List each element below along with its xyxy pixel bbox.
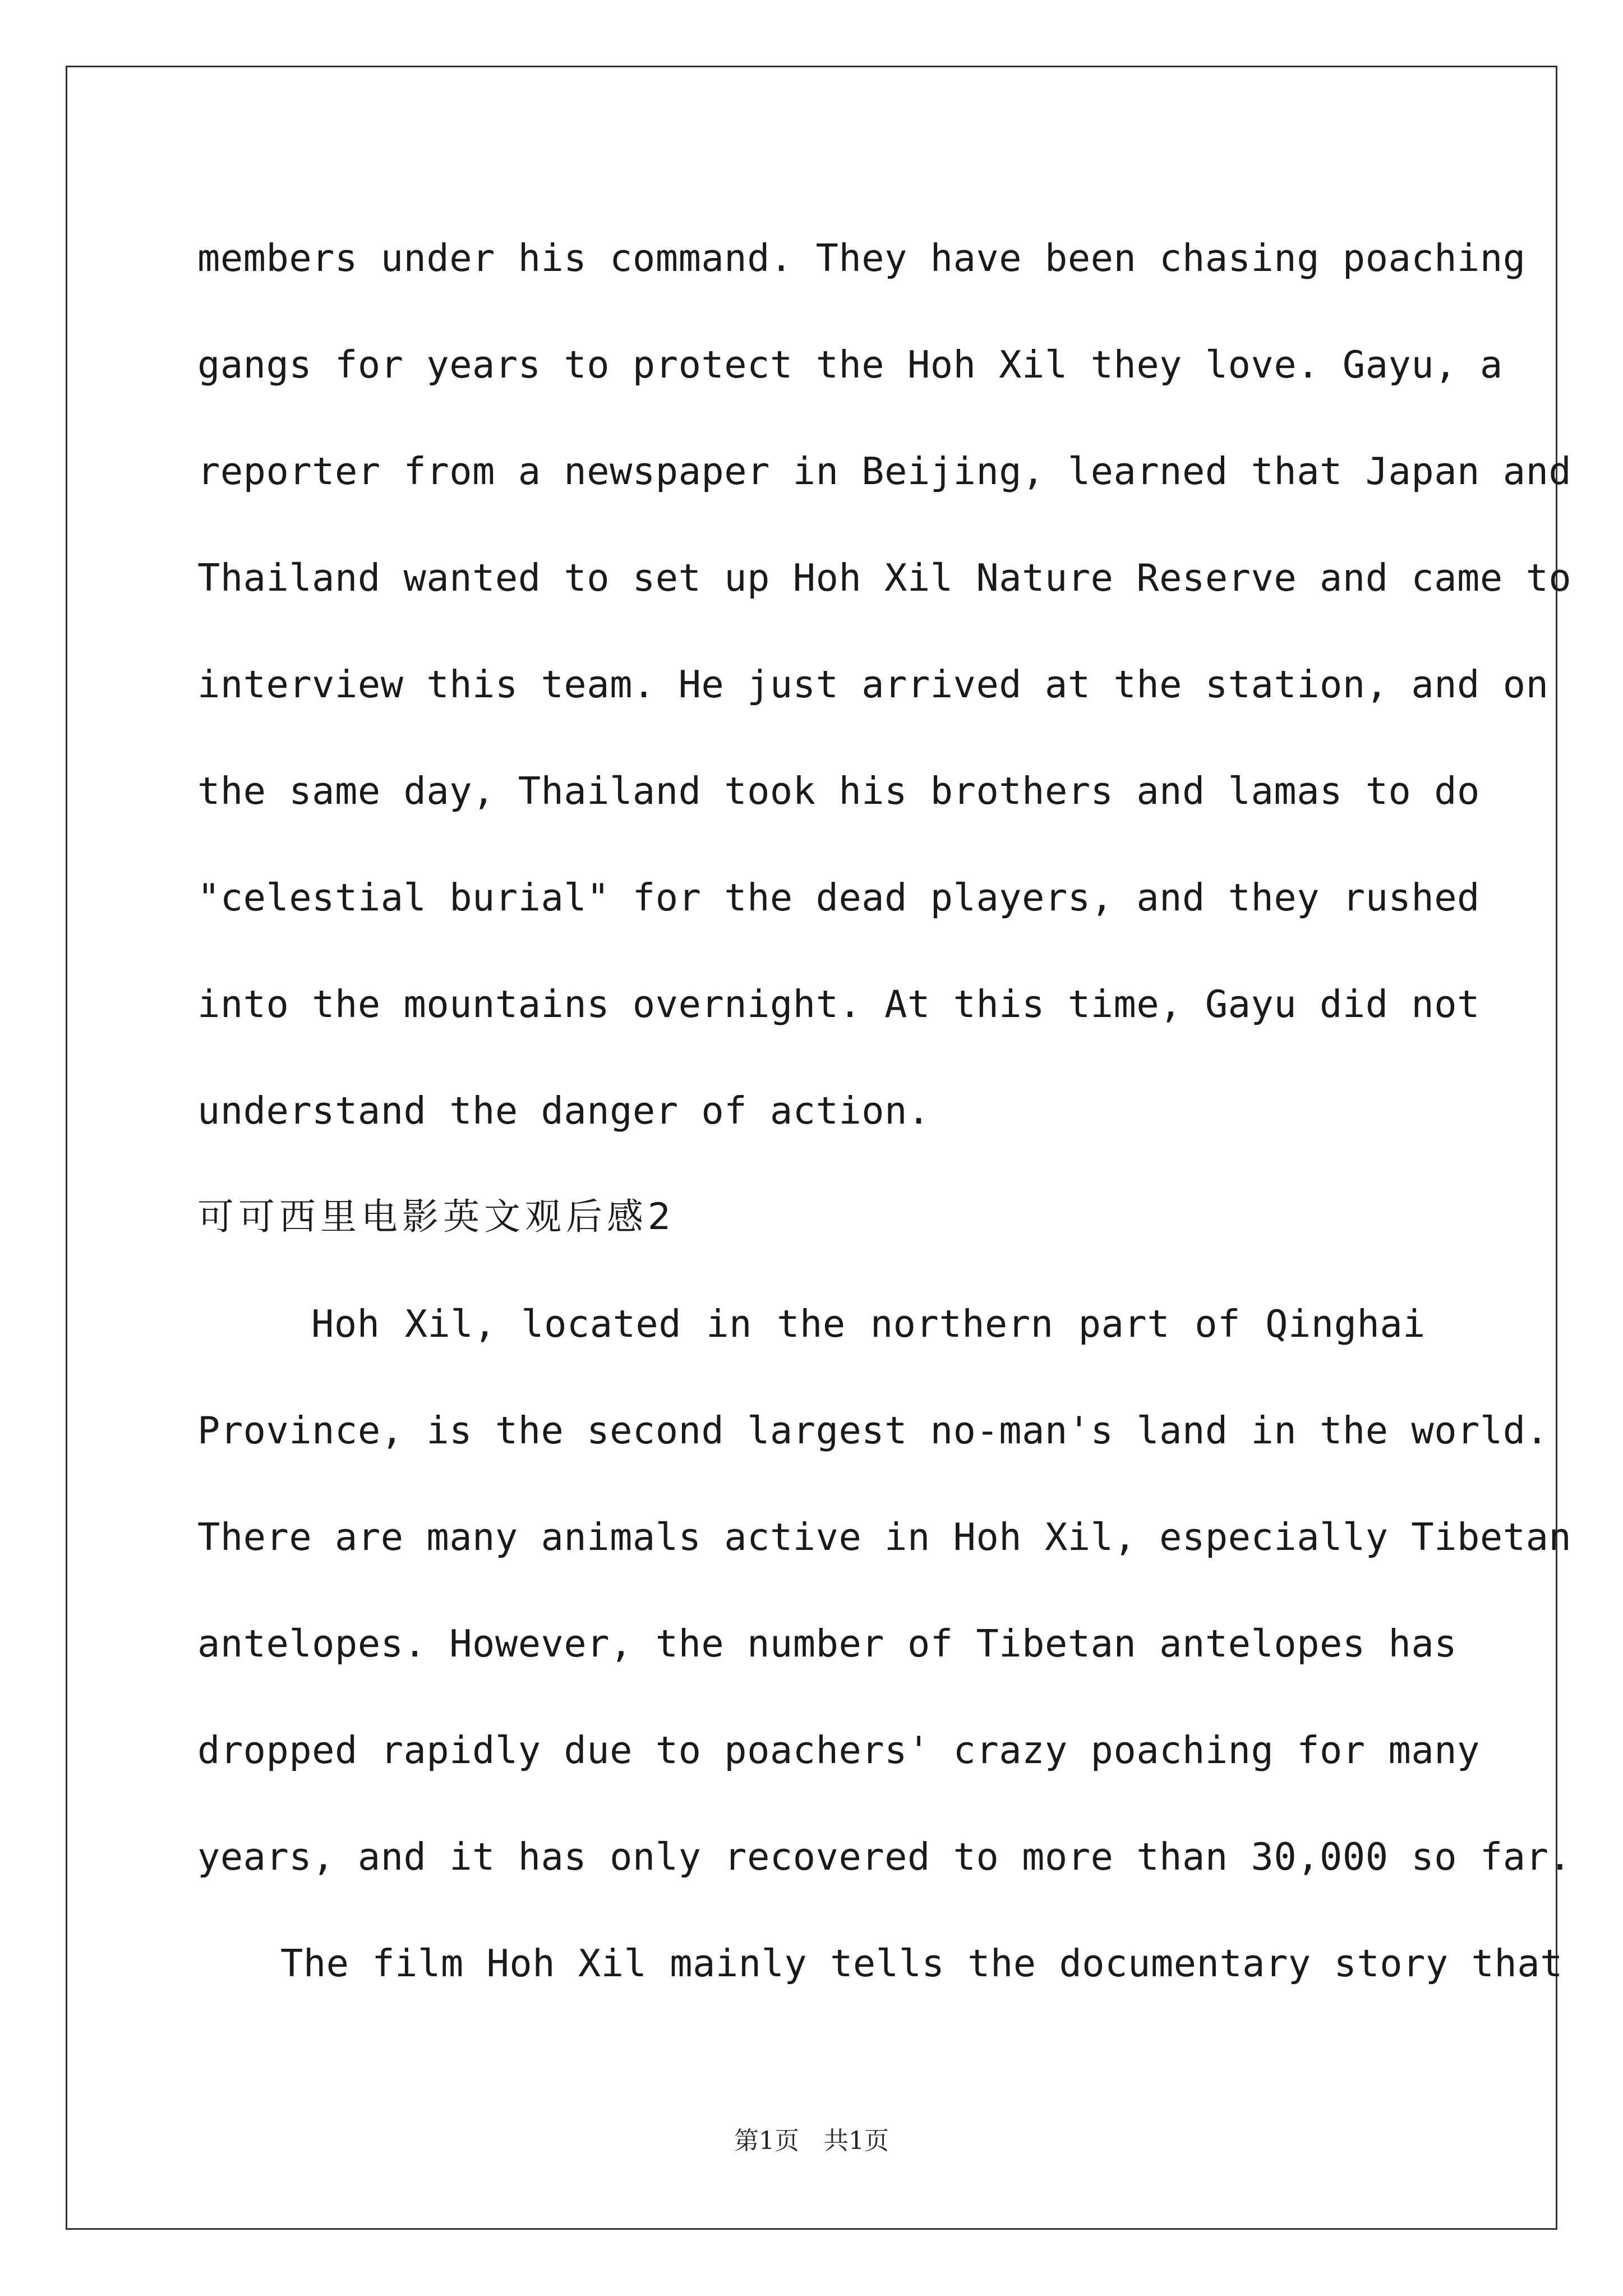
text-line: into the mountains overnight. At this time, Gayu did not [197, 982, 1480, 1026]
text-line: understand the danger of action. [197, 1089, 930, 1133]
text-line: years, and it has only recovered to more than 30,000 so far. [197, 1835, 1572, 1879]
document-body [197, 205, 1572, 2017]
text-line: members under his command. They have been chasing poaching [197, 236, 1526, 280]
text-line: interview this team. He just arrived at the station, and on [197, 662, 1549, 706]
text-line: dropped rapidly due to poachers' crazy poaching for many [197, 1728, 1480, 1772]
text-line: the same day, Thailand took his brothers and lamas to do [197, 769, 1480, 813]
text-line: reporter from a newspaper in Beijing, learned that Japan and [197, 449, 1572, 493]
text-line: Thailand wanted to set up Hoh Xil Nature Reserve and came to [197, 556, 1572, 600]
page-number: 第1页 共1页 [734, 2127, 889, 2155]
text-line: Province, is the second largest no-man's land in the world. [197, 1409, 1549, 1452]
text-line: antelopes. However, the number of Tibetan antelopes has [197, 1622, 1458, 1665]
text-line: There are many animals active in Hoh Xil, especially Tibetan [197, 1515, 1572, 1559]
text-line: Hoh Xil, located in the northern part of Qinghai [311, 1302, 1426, 1346]
section-heading: 可可西里电影英文观后感2 [197, 1196, 676, 1238]
text-line: The film Hoh Xil mainly tells the documentary story that [280, 1941, 1563, 1985]
text-line: gangs for years to protect the Hoh Xil they love. Gayu, a [197, 343, 1503, 386]
text-line: "celestial burial" for the dead players, and they rushed [197, 876, 1480, 919]
